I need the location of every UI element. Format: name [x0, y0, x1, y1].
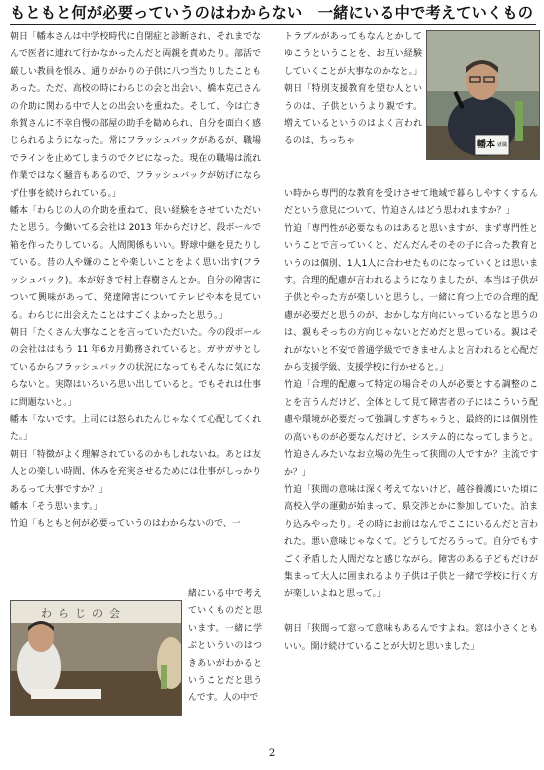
paragraph: 緒にいる中で考えていくものだと思います。一緒に学ぶといういのはつきあいがわかるということだと思うんです。人の中で	[188, 589, 262, 704]
paragraph: トラブルがあってもなんとかしてゆこうということを、お互い経験していくことが大事なのかなと。」朝日「特別支援教育を望む人というのは、子供というより親です。増えているというのはよく言われるのは、ちっちゃ	[284, 32, 422, 147]
paragraph: 朝日「特徴がよく理解されているのかもしれないね。あとは友人との楽しい時間、休みを充実させるためには仕事がしっかりあるって大事ですか？」	[10, 449, 261, 495]
paragraph: 竹迫「もともと何が必要っていうのはわからないので、一	[10, 519, 241, 530]
paragraph: 朝日「たくさん大事なことを言っていただいた。今の段ボールの会社ははもう 11 年6カ月勤務されていると。ガサガサとしているからフラッシュバックの状況になってもそんなに気にならないと。実際はいろいろ思い出していると。でもそれは仕事に問題ないと。」	[10, 327, 261, 408]
paragraph: 朝日「狭間って窓って意味もあるんですよね。窓は小さくともいい。開け続けていることが大切と思いました」	[284, 624, 538, 652]
paragraph: 幡本「ないです。上司には怒られたんじゃなくて心配してくれた。」	[10, 414, 261, 443]
paragraph: い時から専門的な教育を受けさせて地域で暮らしやすくするんだという意見について、竹迫さんはどう思われますか？」	[284, 189, 538, 217]
right-column-top	[284, 29, 422, 151]
left-column-continuation	[188, 586, 262, 708]
banner-text: わらじの会	[41, 607, 126, 620]
page-title: もともと何が必要っていうのはわからない 一緒にいる中で考えていくもの	[10, 4, 534, 22]
nameplate: 幡本	[477, 140, 496, 150]
paragraph: 竹迫「専門性が必要なものはあると思いますが、まず専門性ということで言っていくと、だんだんそのその子に合った教育というのは個別、1人1人に合わせたものになっていくとは思います。合理的配慮が言われるようになりましたが、本当は子供が子供とやった方が楽しいと思うし、一緒に育つ上での合理的配慮が必要だと思うのが、おかしな方向にいっているなと思うのは、親もそっちの方向じゃないとだめだと思っている。親はそれがないと不安で普通学級でできませんよと言われると心配だから支援学級、支援学校に行かせると。」	[284, 223, 538, 374]
meeting-photo	[10, 600, 182, 716]
paragraph: 朝日「幡本さんは中学校時代に自閉症と診断され、それまでなんで医者に連れて行かなかったんだと両親を責めたり。部活で厳しい教員を恨み、通りがかりの子供に八つ当たりしたこともあった。ただ、高校の時にわらじの会と出会い、橋本克己さんの介助に関わる中で人との出会いを重ねた。そして、今は亡き糸賀さんに不幸自慢の部屋の助手を勧められ、自分を面白く感じられるようになった。常にフラッシュバックがあるが、職場でラインを止めてしまうのでクビになった。現在の職場は流れ作業ではなく騒音もあるので、フラッシュバックが妨げにならず仕事を続けられている。」	[10, 32, 261, 199]
nameplate-subtitle: 就職	[497, 142, 508, 148]
right-column	[284, 186, 538, 656]
paragraph: 幡本「わらじの人の介助を重ねて、良い経験をさせていただいたと思う。今働いてる会社は 2013 年からだけど、段ボールで箱を作ったりしている。人間関係もいい。野球中継を見たりしている。昔の人や嫌のことや楽しいことをよく思い出す(フラッシュバック)。本が好きで村上春樹さんとか。自分の障害について興味があって、発達障害についてテレビや本を見ている。わらじに出会えたことはすごくよかったと思う。」	[10, 206, 261, 321]
title-underline	[10, 24, 536, 25]
paragraph: 竹迫「狭間の意味は深く考えてないけど、越谷養護にいた頃に高校入学の運動が始まって、県交渉とかに参加していた。泊まり込みやったり。その時にお前はなんでここにいるんだと言われた。悪い意味じゃなくて。どうしてだろうって。自分でもすごく矛盾した人間だなと感じながら。障害のある子どもだけが集まって大人に囲まれるより子供は子供と一緒で学校に行く方が楽しいよねと思って。」	[284, 484, 538, 600]
left-column	[10, 29, 261, 534]
speaker-photo	[426, 30, 540, 160]
paragraph: 幡本「そう思います。」	[10, 501, 103, 512]
page-number: 2	[268, 748, 276, 759]
paragraph: 竹迫「合理的配慮って特定の場合その人が必要とする調整のことを言うんだけど、全体として見て障害者の子にはこういう配慮や環境が必要だって強調しすぎちゃうと、最終的には個別性の高いものが必要なんだけど、システム的になってしまうと。竹迫さんみたいなお立場の先生って狭間の人ですか？主流ですか？」	[284, 380, 538, 478]
